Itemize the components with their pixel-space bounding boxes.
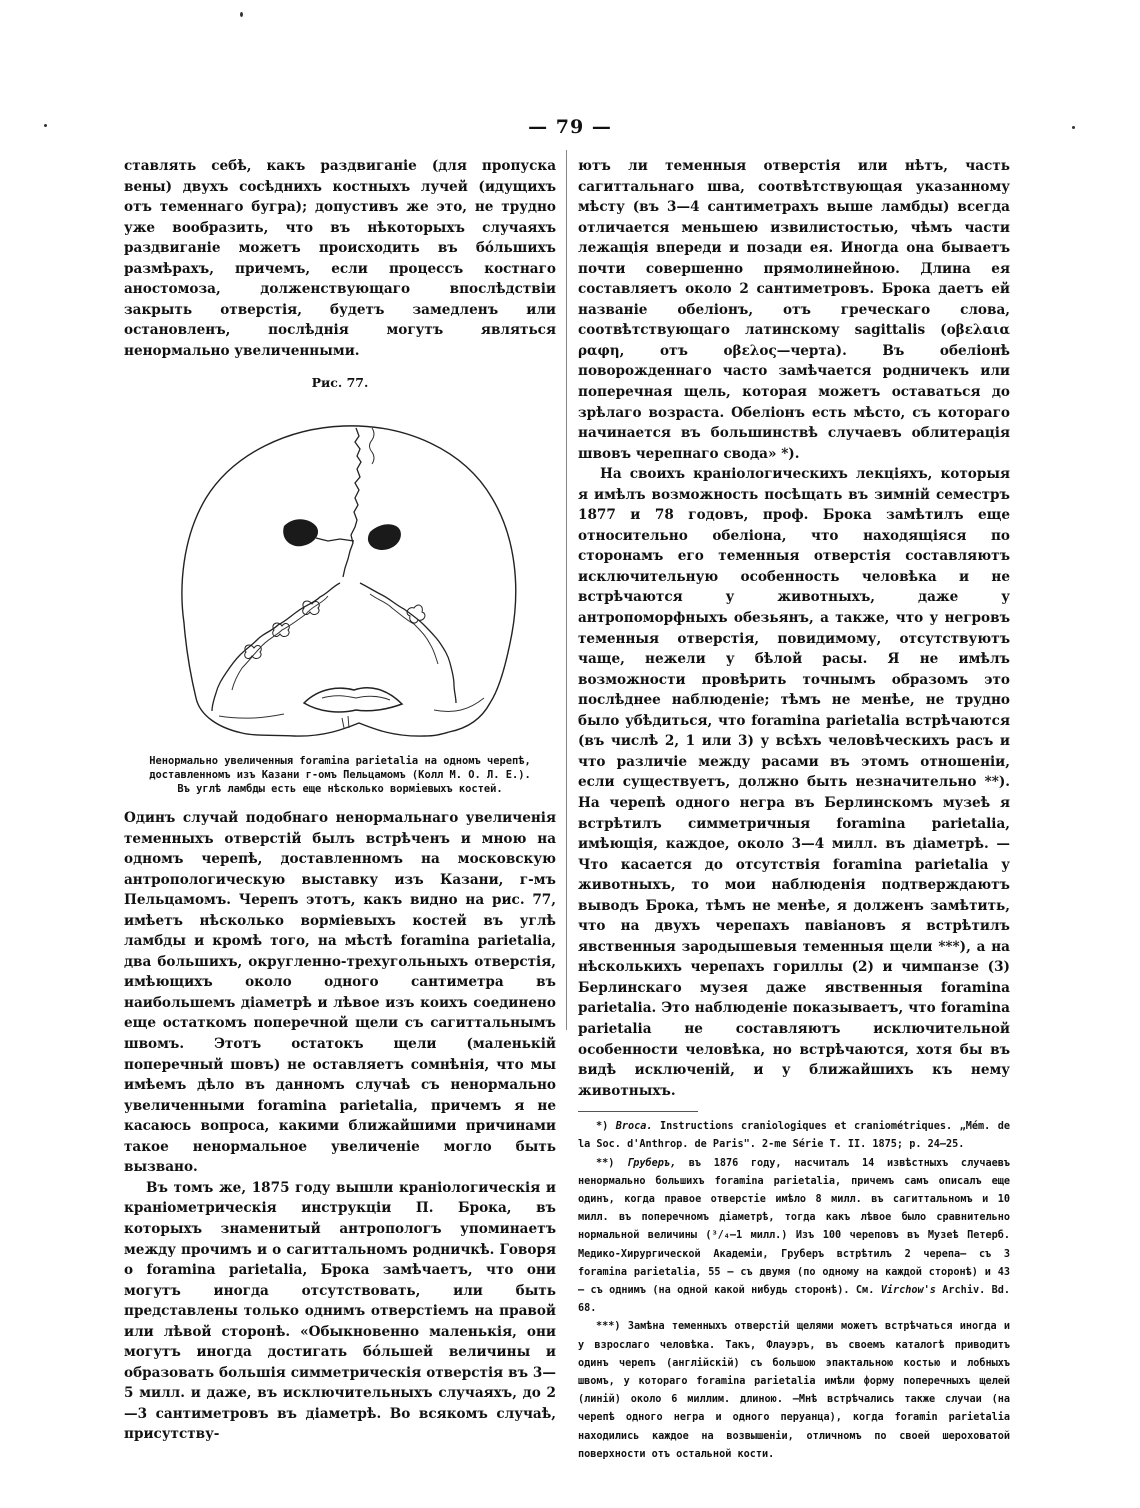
footnote-source: Virchow's	[880, 1284, 936, 1296]
footnote-3	[578, 1318, 1010, 1464]
occipital-bump-line	[322, 696, 390, 700]
footnote-rule	[578, 1111, 698, 1112]
skull-rim-line	[434, 698, 484, 712]
print-speck	[240, 12, 243, 17]
footnote-text: въ 1876 году, насчиталъ 14 извѣстныхъ случаевъ ненормально большихъ foramina parietalia, причемъ самъ описалъ еще одинъ, когда правое отверстіе имѣло 8 милл. въ сагиттальномъ и 10 милл. въ поперечномъ діаметрѣ, тогда какъ лѣвое было сравнительно нормальной величины (³/₄—1 милл.) Изъ 100 череповъ въ Музеѣ Петерб. Медико-Хирургической Академіи, Груберъ встрѣтилъ 2 черепа— съ 3 foramina parietalia, 55 — съ двумя (по одному на каждой сторонѣ) и 43 — съ однимъ (на одной какой нибудь сторонѣ). См.	[578, 1157, 1011, 1296]
lambdoid-suture-right	[360, 583, 456, 703]
wormian-bone	[303, 601, 320, 615]
skull-drawing	[124, 398, 556, 750]
left-foramen	[283, 519, 318, 546]
suture-branch	[370, 428, 375, 464]
skull-figure	[124, 398, 556, 750]
left-column	[124, 156, 556, 1445]
skull-rim-line	[219, 714, 284, 718]
figure-label: Рис. 77.	[311, 375, 369, 391]
figure-caption	[124, 754, 556, 796]
wormian-bone	[273, 623, 290, 637]
right-paragraph-2: На своихъ краніологическихъ лекціяхъ, которыя я имѣлъ возможность посѣщать въ зимній семестръ 1877 и 78 годовъ, проф. Брока замѣтилъ еще относительно обеліона, что находящіяся по сторонамъ его теменныя отверстія составляютъ исключительную особенность человѣка и не встрѣчаются у животныхъ, даже у антропоморфныхъ обезьянъ, а также, что у негровъ теменныя отверстія, повидимому, отсутствуютъ чаще, нежели у бѣлой расы. Я не имѣлъ возможности провѣрить точнымъ образомъ это послѣднее наблюденіе; тѣмъ не менѣе, не трудно было убѣдиться, что foramina parietalia встрѣчаются (въ числѣ 2, 1 или 3) у всѣхъ человѣческихъ расъ и что различіе между расами въ этомъ отношеніи, если существуетъ, должно быть незначительно **). На черепѣ одного негра въ Берлинскомъ музеѣ я встрѣтилъ симметричныя foramina parietalia, имѣющія, каждое, около 3—4 милл. въ діаметрѣ. — Что касается до отсутствія foramina parietalia у животныхъ, то мои наблюденія подтверждаютъ выводъ Брока, тѣмъ не менѣе, я долженъ замѣтить, что на двухъ черепахъ павіановъ я встрѣтилъ явственныя зародышевыя теменныя щели ***), а на нѣсколькихъ черепахъ гориллы (2) и чимпанзе (3) Берлинскаго музея даже явственныя foramina parietalia. Это наблюденіе показываетъ, что foramina parietalia не составляютъ исключительной особенности человѣка, но встрѣчаются, хотя бы въ видѣ исключеній, и у ближайшихъ къ нему животныхъ.	[578, 466, 1010, 1099]
footnote-tail: Archiv. Bd. 68.	[578, 1284, 1010, 1315]
base-marks	[342, 716, 349, 728]
wormian-bone	[245, 645, 262, 659]
sagittal-suture	[343, 428, 361, 577]
column-rule	[566, 150, 567, 1030]
left-paragraph-3: Въ томъ же, 1875 году вышли краніологическія и краніометрическія инструкціи П. Брока, въ которыхъ знаменитый антропологъ упоминаетъ между прочимъ и о сагиттальномъ родничкѣ. Говоря о foramina parietalia, Брока замѣчаетъ, что они могутъ иногда отсутствовать, или быть представлены только однимъ отверстіемъ на правой или лѣвой сторонѣ. «Обыкновенно маленькія, они могутъ иногда достигать бóльшей величины и образовать большія симметрическія отверстія въ 3—5 милл. и даже, въ исключительныхъ случаяхъ, до 2—3 сантиметровъ въ діаметрѣ. Во всякомъ случаѣ, присутству-	[124, 1179, 556, 1443]
figure-caption-line: Ненормально увеличенныя foramina parietalia на одномъ черепѣ,	[149, 755, 531, 768]
footnote-mark: *)	[596, 1121, 609, 1133]
footnote-author: Груберъ,	[627, 1157, 677, 1169]
occipital-bump	[304, 688, 402, 712]
footnote-text: Замѣна теменныхъ отверстій щелями можетъ встрѣчаться иногда и у взрослаго человѣка. Такъ, Флауэръ, въ своемъ каталогѣ приводитъ одинъ черепъ (англійскій) съ большою эпактальною костью и лобныхъ швомъ, у котораго foramina parietalia имѣли форму поперечныхъ щелей (линій) около 6 миллим. длиною. —Мнѣ встрѣчались также случаи (на черепѣ одного негра и одного перуанца), когда foramin parietalia находились каждое на возвышеніи, отличномъ по своей шероховатой поверхности отъ остальной кости.	[578, 1321, 1010, 1460]
footnote-author: Broca.	[615, 1121, 653, 1133]
right-paragraph-1: ютъ ли теменныя отверстія или нѣтъ, часть сагиттальнаго шва, соотвѣтствующая указанному мѣсту (въ 3—4 сантиметрахъ выше ламбды) всегда отличается меньшею извилистостью, чѣмъ части лежащія впереди и позади ея. Иногда она бываетъ почти совершенно прямолинейною. Длина ея составляетъ около 2 сантиметровъ. Брока даетъ ей названіе обеліонъ, отъ греческаго слова, соотвѣтствующаго латинскому sagittalis (οβελαια ραφη, отъ οβελος—черта). Въ обеліонѣ поворожденнаго часто замѣчается родничекъ или поперечная щель, которая можетъ оставаться до зрѣлаго возраста. Обеліонъ есть мѣсто, съ котораго начинается въ большинствѣ случаевъ облитерація швовъ черепнаго свода» *).	[578, 158, 1010, 462]
footnote-mark: ***)	[596, 1321, 621, 1333]
footnote-1	[578, 1118, 1010, 1154]
figure-caption-line: доставленномъ изъ Казани г-омъ Пельцамомъ (Колл М. О. Л. Е.).	[149, 769, 531, 782]
footnote-2	[578, 1155, 1010, 1319]
page-number: — 79 —	[528, 116, 612, 138]
left-paragraph-2: Одинъ случай подобнаго ненормальнаго увеличенія теменныхъ отверстій былъ встрѣченъ и мною на одномъ черепѣ, доставленномъ на московскую антропологическую выставку изъ Казани, г-мъ Пельцамомъ. Черепъ этотъ, какъ видно на рис. 77, имѣетъ нѣсколько ворміевыхъ костей въ углѣ ламбды и кромѣ того, на мѣстѣ foramina parietalia, два большихъ, округленно-трехугольныхъ отверстія, имѣющихъ около одного сантиметра въ наибольшемъ діаметрѣ и лѣвое изъ коихъ соединено еще остаткомъ поперечной щели съ сагиттальнымъ швомъ. Этотъ остатокъ щели (маленькій поперечный шовъ) не оставляетъ сомнѣнія, что мы имѣемъ дѣло въ данномъ случаѣ съ ненормально увеличенными foramina parietalia, причемъ я не касаюсь вопроса, какими ближайшими причинами такое ненормальное увеличеніе могло быть вызвано.	[124, 810, 556, 1176]
figure-caption-line: Въ углѣ ламбды есть еще нѣсколько ворміевыхъ костей.	[177, 783, 503, 796]
right-column	[578, 156, 1010, 1464]
right-foramen	[368, 524, 401, 550]
lambdoid-suture-left-inner	[232, 596, 328, 690]
left-paragraph-1: ставлять себѣ, какъ раздвиганіе (для пропуска вены) двухъ сосѣднихъ костныхъ лучей (идущихъ отъ теменнаго бугра); допустивъ же это, не трудно уже вообразить, что въ нѣкоторыхъ случаяхъ раздвиганіе можетъ происходить въ бóльшихъ размѣрахъ, причемъ, если процессъ костнаго аностомоза, долженствующаго впослѣдствіи закрыть отверстія, будетъ замедленъ или остановленъ, послѣднія могутъ являться ненормально увеличенными.	[124, 158, 556, 359]
footnote-mark: **)	[596, 1157, 615, 1169]
footnote-text: Instructions craniologiques et craniométriques. „Mém. de la Soc. d'Anthrop. de Paris". 2-me Série T. II. 1875; p. 24—25.	[578, 1121, 1010, 1151]
transverse-slit	[316, 538, 354, 541]
